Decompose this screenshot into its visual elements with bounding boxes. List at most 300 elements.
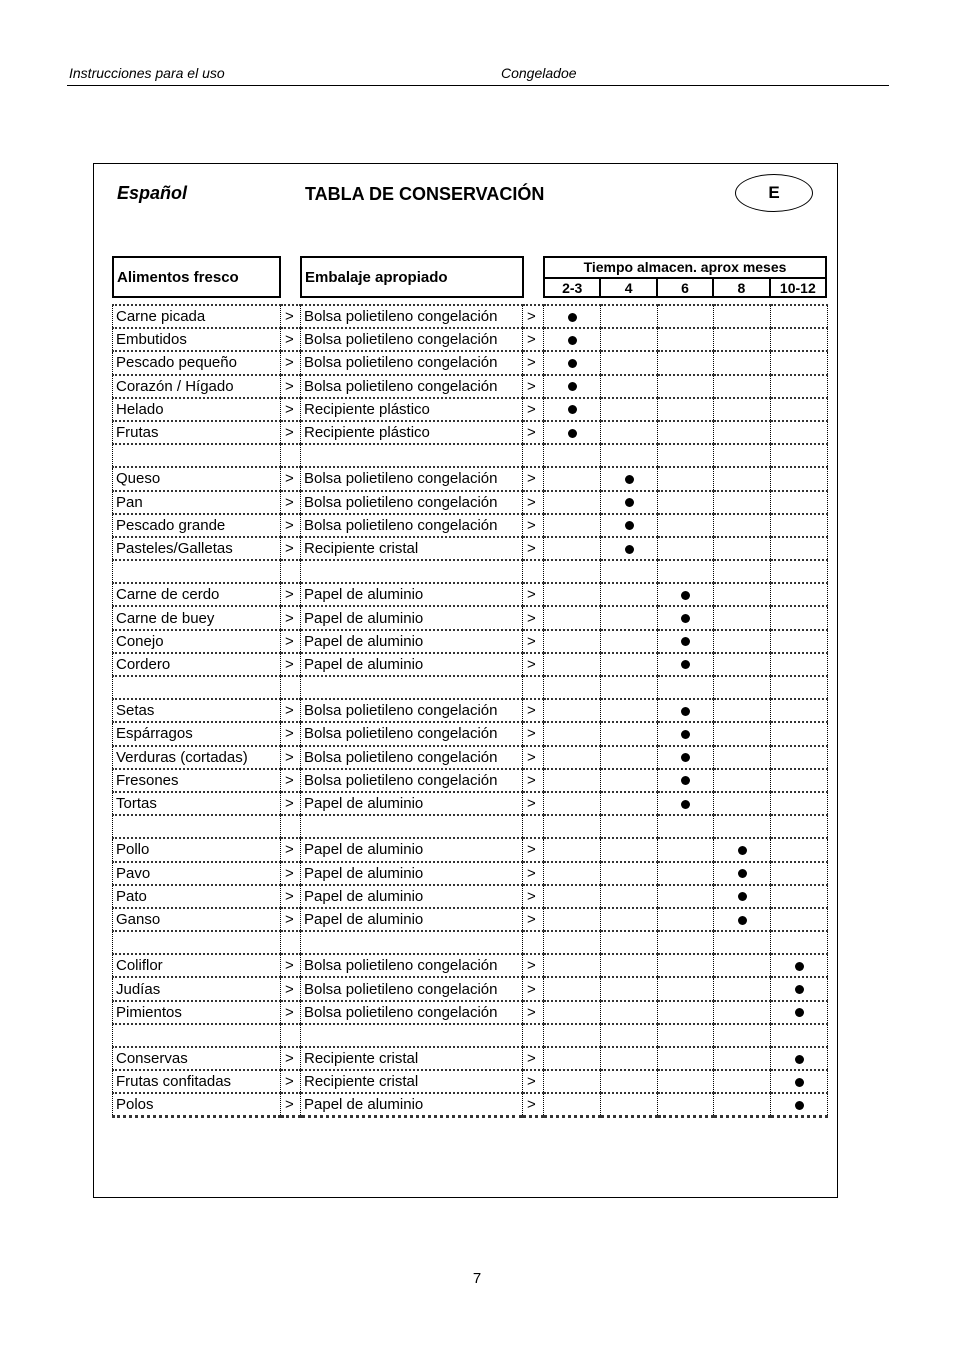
column-header-packaging: Embalaje apropiado: [300, 256, 524, 298]
month-cell: [658, 1047, 714, 1070]
month-cell: [658, 908, 714, 931]
month-cell: [658, 838, 714, 861]
food-cell: Judías: [113, 977, 281, 1000]
month-cell: [601, 583, 658, 606]
month-cell: [771, 328, 828, 351]
month-cell: [544, 375, 601, 398]
month-cell: [658, 1093, 714, 1116]
bullet-dot-icon: [681, 591, 690, 600]
table-row: [113, 606, 828, 629]
arrow-cell: >: [523, 421, 544, 444]
packaging-cell: Bolsa polietileno congelación: [301, 305, 523, 328]
month-cell: [714, 305, 771, 328]
arrow-cell: >: [523, 792, 544, 815]
month-cell: [601, 862, 658, 885]
food-cell: Corazón / Hígado: [113, 375, 281, 398]
bullet-dot-icon: [738, 846, 747, 855]
packaging-cell: Bolsa polietileno congelación: [301, 467, 523, 490]
arrow-cell: >: [281, 398, 301, 421]
month-cell: [658, 931, 714, 954]
month-cell: [771, 537, 828, 560]
month-cell: [771, 305, 828, 328]
arrow-cell: >: [281, 653, 301, 676]
month-cell: [714, 699, 771, 722]
month-cell: [771, 491, 828, 514]
food-cell: Fresones: [113, 769, 281, 792]
month-cell: [714, 583, 771, 606]
arrow-cell: [281, 1024, 301, 1047]
month-cell: [544, 514, 601, 537]
food-cell: Carne de cerdo: [113, 583, 281, 606]
arrow-cell: >: [281, 606, 301, 629]
month-cell: [601, 1024, 658, 1047]
arrow-cell: >: [523, 630, 544, 653]
month-cell: [658, 815, 714, 838]
month-cell: [601, 954, 658, 977]
table-row: [113, 862, 828, 885]
page-title: TABLA DE CONSERVACIÓN: [305, 184, 545, 204]
arrow-cell: >: [281, 351, 301, 374]
arrow-cell: [281, 560, 301, 583]
arrow-cell: >: [281, 1070, 301, 1093]
bullet-dot-icon: [625, 498, 634, 507]
arrow-cell: >: [523, 514, 544, 537]
month-cell: [771, 375, 828, 398]
month-cell: [544, 977, 601, 1000]
month-cell: [771, 838, 828, 861]
bullet-dot-icon: [795, 1008, 804, 1017]
month-cell: [658, 491, 714, 514]
bullet-dot-icon: [568, 429, 577, 438]
month-cell: [544, 769, 601, 792]
month-cell: [658, 722, 714, 745]
month-cell: [658, 537, 714, 560]
month-cell: [544, 351, 601, 374]
arrow-cell: >: [281, 537, 301, 560]
table-row: [113, 792, 828, 815]
bullet-dot-icon: [681, 660, 690, 669]
food-cell: [113, 444, 281, 467]
bullet-dot-icon: [681, 614, 690, 623]
arrow-cell: >: [281, 375, 301, 398]
month-cell: [544, 1047, 601, 1070]
month-cell: [601, 769, 658, 792]
month-cell: [544, 1070, 601, 1093]
month-cell: [601, 1070, 658, 1093]
arrow-cell: >: [523, 467, 544, 490]
column-header-food: Alimentos fresco: [112, 256, 281, 298]
month-col-10-12: 10-12: [769, 279, 825, 298]
month-cell: [714, 1093, 771, 1116]
month-cell: [601, 908, 658, 931]
food-cell: Queso: [113, 467, 281, 490]
month-cell: [601, 351, 658, 374]
food-cell: [113, 560, 281, 583]
month-cell: [714, 398, 771, 421]
packaging-cell: Papel de aluminio: [301, 1093, 523, 1116]
packaging-cell: Papel de aluminio: [301, 606, 523, 629]
food-cell: [113, 931, 281, 954]
month-cell: [601, 606, 658, 629]
month-cell: [658, 560, 714, 583]
month-cell: [601, 560, 658, 583]
month-cell: [544, 1024, 601, 1047]
header-product-name: Congeladoe: [501, 65, 577, 81]
month-cell: [544, 699, 601, 722]
month-cell: [544, 398, 601, 421]
arrow-cell: >: [281, 908, 301, 931]
month-cell: [658, 328, 714, 351]
packaging-cell: Recipiente cristal: [301, 1047, 523, 1070]
column-header-storage-time: [543, 256, 827, 298]
arrow-cell: [523, 815, 544, 838]
packaging-cell: Bolsa polietileno congelación: [301, 699, 523, 722]
month-cell: [601, 467, 658, 490]
month-cell: [658, 676, 714, 699]
month-cell: [658, 1024, 714, 1047]
month-cell: [658, 351, 714, 374]
table-row: [113, 838, 828, 861]
table-row: [113, 398, 828, 421]
packaging-cell: Papel de aluminio: [301, 630, 523, 653]
bullet-dot-icon: [681, 753, 690, 762]
food-cell: Pimientos: [113, 1001, 281, 1024]
bullet-dot-icon: [568, 405, 577, 414]
month-cell: [714, 746, 771, 769]
arrow-cell: >: [523, 351, 544, 374]
month-cell: [771, 862, 828, 885]
table-body: [113, 305, 828, 1117]
table-row: [113, 375, 828, 398]
month-cell: [658, 769, 714, 792]
month-cell: [658, 977, 714, 1000]
arrow-cell: >: [281, 699, 301, 722]
table-spacer-row: [113, 444, 828, 467]
arrow-cell: >: [523, 769, 544, 792]
month-cell: [714, 537, 771, 560]
bullet-dot-icon: [568, 359, 577, 368]
month-cell: [601, 885, 658, 908]
table-row: [113, 491, 828, 514]
arrow-cell: [523, 1024, 544, 1047]
month-cell: [601, 421, 658, 444]
month-cell: [601, 931, 658, 954]
food-cell: [113, 1024, 281, 1047]
month-cell: [658, 954, 714, 977]
packaging-cell: Recipiente plástico: [301, 398, 523, 421]
month-cell: [658, 1070, 714, 1093]
month-cell: [771, 351, 828, 374]
month-cell: [771, 1070, 828, 1093]
arrow-cell: >: [281, 514, 301, 537]
month-cell: [771, 630, 828, 653]
arrow-cell: [523, 560, 544, 583]
month-cell: [771, 421, 828, 444]
page-number: 7: [472, 1270, 482, 1287]
month-columns: [545, 279, 825, 298]
table-row: [113, 630, 828, 653]
bullet-dot-icon: [568, 382, 577, 391]
packaging-cell: Bolsa polietileno congelación: [301, 954, 523, 977]
month-cell: [658, 467, 714, 490]
food-cell: Conejo: [113, 630, 281, 653]
food-cell: Verduras (cortadas): [113, 746, 281, 769]
arrow-cell: >: [523, 746, 544, 769]
header-manual-title: Instrucciones para el uso: [69, 65, 225, 81]
arrow-cell: >: [523, 885, 544, 908]
month-cell: [714, 467, 771, 490]
month-cell: [714, 862, 771, 885]
arrow-cell: [523, 931, 544, 954]
arrow-cell: >: [523, 1047, 544, 1070]
month-cell: [714, 815, 771, 838]
bullet-dot-icon: [681, 776, 690, 785]
packaging-cell: Recipiente plástico: [301, 421, 523, 444]
arrow-cell: >: [523, 1093, 544, 1116]
month-cell: [658, 630, 714, 653]
table-row: [113, 722, 828, 745]
month-cell: [658, 606, 714, 629]
month-col-8: 8: [712, 279, 768, 298]
food-cell: Embutidos: [113, 328, 281, 351]
month-cell: [658, 305, 714, 328]
month-cell: [544, 421, 601, 444]
arrow-cell: >: [523, 375, 544, 398]
bullet-dot-icon: [738, 892, 747, 901]
table-row: [113, 908, 828, 931]
arrow-cell: >: [523, 908, 544, 931]
month-cell: [771, 676, 828, 699]
language-label: Español: [117, 183, 188, 203]
month-cell: [771, 977, 828, 1000]
food-cell: [113, 676, 281, 699]
month-cell: [771, 514, 828, 537]
table-row: [113, 746, 828, 769]
month-cell: [771, 398, 828, 421]
food-cell: Pato: [113, 885, 281, 908]
month-cell: [771, 1024, 828, 1047]
month-cell: [714, 1024, 771, 1047]
month-cell: [771, 653, 828, 676]
bullet-dot-icon: [625, 475, 634, 484]
table-row: [113, 699, 828, 722]
month-cell: [714, 1001, 771, 1024]
table-row: [113, 583, 828, 606]
arrow-cell: [523, 444, 544, 467]
month-cell: [544, 653, 601, 676]
food-cell: Polos: [113, 1093, 281, 1116]
month-cell: [714, 630, 771, 653]
month-cell: [714, 421, 771, 444]
arrow-cell: >: [523, 491, 544, 514]
month-cell: [544, 954, 601, 977]
month-cell: [714, 792, 771, 815]
arrow-cell: >: [281, 977, 301, 1000]
arrow-cell: [281, 676, 301, 699]
month-cell: [771, 699, 828, 722]
month-cell: [601, 722, 658, 745]
month-cell: [714, 653, 771, 676]
packaging-cell: Bolsa polietileno congelación: [301, 328, 523, 351]
arrow-cell: >: [281, 954, 301, 977]
month-cell: [601, 491, 658, 514]
month-cell: [601, 514, 658, 537]
bullet-dot-icon: [795, 985, 804, 994]
month-cell: [714, 931, 771, 954]
month-col-2-3: 2-3: [562, 280, 583, 296]
arrow-cell: [281, 444, 301, 467]
month-cell: [601, 305, 658, 328]
table-row: [113, 467, 828, 490]
month-cell: [601, 375, 658, 398]
arrow-cell: >: [281, 305, 301, 328]
month-cell: [771, 1093, 828, 1116]
month-cell: [601, 398, 658, 421]
table-row: [113, 1001, 828, 1024]
food-cell: Pescado pequeño: [113, 351, 281, 374]
month-cell: [658, 398, 714, 421]
month-cell: [771, 815, 828, 838]
arrow-cell: >: [281, 885, 301, 908]
arrow-cell: >: [281, 792, 301, 815]
arrow-cell: >: [523, 977, 544, 1000]
arrow-cell: >: [281, 491, 301, 514]
month-cell: [658, 444, 714, 467]
bullet-dot-icon: [795, 1101, 804, 1110]
month-cell: [544, 560, 601, 583]
month-cell: [544, 583, 601, 606]
packaging-cell: [301, 1024, 523, 1047]
arrow-cell: >: [281, 862, 301, 885]
food-cell: Espárragos: [113, 722, 281, 745]
table-row: [113, 514, 828, 537]
food-cell: Cordero: [113, 653, 281, 676]
packaging-cell: Bolsa polietileno congelación: [301, 351, 523, 374]
arrow-cell: >: [523, 537, 544, 560]
month-cell: [658, 862, 714, 885]
table-row: [113, 351, 828, 374]
month-cell: [714, 954, 771, 977]
bullet-dot-icon: [681, 800, 690, 809]
month-cell: [714, 908, 771, 931]
month-cell: [601, 977, 658, 1000]
arrow-cell: >: [523, 722, 544, 745]
month-cell: [771, 583, 828, 606]
month-cell: [714, 514, 771, 537]
arrow-cell: >: [281, 838, 301, 861]
arrow-cell: >: [523, 838, 544, 861]
month-col-6: 6: [656, 279, 712, 298]
month-cell: [771, 606, 828, 629]
month-cell: [714, 328, 771, 351]
month-cell: [601, 444, 658, 467]
month-cell: [601, 537, 658, 560]
month-cell: [544, 722, 601, 745]
month-cell: [658, 746, 714, 769]
packaging-cell: Recipiente cristal: [301, 1070, 523, 1093]
conservation-table: [112, 304, 828, 1118]
month-cell: [544, 491, 601, 514]
month-cell: [658, 792, 714, 815]
bullet-dot-icon: [568, 313, 577, 322]
packaging-cell: [301, 560, 523, 583]
month-cell: [544, 467, 601, 490]
arrow-cell: >: [281, 1001, 301, 1024]
month-cell: [658, 375, 714, 398]
food-cell: Tortas: [113, 792, 281, 815]
month-cell: [544, 931, 601, 954]
packaging-cell: Papel de aluminio: [301, 862, 523, 885]
packaging-cell: [301, 676, 523, 699]
bullet-dot-icon: [625, 545, 634, 554]
month-cell: [771, 954, 828, 977]
month-cell: [544, 746, 601, 769]
food-cell: Setas: [113, 699, 281, 722]
arrow-cell: >: [523, 328, 544, 351]
packaging-cell: [301, 815, 523, 838]
table-spacer-row: [113, 1024, 828, 1047]
month-cell: [544, 328, 601, 351]
food-cell: Pan: [113, 491, 281, 514]
month-cell: [601, 699, 658, 722]
month-cell: [601, 792, 658, 815]
bullet-dot-icon: [795, 1055, 804, 1064]
month-cell: [601, 653, 658, 676]
month-cell: [601, 676, 658, 699]
month-cell: [658, 1001, 714, 1024]
month-cell: [771, 1001, 828, 1024]
table-spacer-row: [113, 931, 828, 954]
month-cell: [544, 630, 601, 653]
food-cell: Pasteles/Galletas: [113, 537, 281, 560]
month-cell: [771, 908, 828, 931]
food-cell: Ganso: [113, 908, 281, 931]
month-cell: [771, 769, 828, 792]
table-row: [113, 769, 828, 792]
arrow-cell: >: [281, 722, 301, 745]
month-cell: [771, 467, 828, 490]
month-cell: [544, 676, 601, 699]
month-cell: [771, 885, 828, 908]
table-spacer-row: [113, 676, 828, 699]
table-row: [113, 328, 828, 351]
bullet-dot-icon: [738, 916, 747, 925]
bullet-dot-icon: [681, 637, 690, 646]
packaging-cell: Bolsa polietileno congelación: [301, 1001, 523, 1024]
storage-time-title: Tiempo almacen. aprox meses: [545, 258, 825, 279]
arrow-cell: [523, 676, 544, 699]
table-row: [113, 537, 828, 560]
month-cell: [601, 815, 658, 838]
month-cell: [714, 606, 771, 629]
packaging-cell: [301, 444, 523, 467]
packaging-cell: [301, 931, 523, 954]
month-cell: [658, 653, 714, 676]
month-cell: [601, 328, 658, 351]
month-cell: [544, 537, 601, 560]
food-cell: Frutas confitadas: [113, 1070, 281, 1093]
packaging-cell: Papel de aluminio: [301, 885, 523, 908]
month-cell: [601, 746, 658, 769]
packaging-cell: Bolsa polietileno congelación: [301, 977, 523, 1000]
bullet-dot-icon: [795, 962, 804, 971]
table-row: [113, 305, 828, 328]
month-cell: [714, 769, 771, 792]
food-cell: Carne picada: [113, 305, 281, 328]
table-spacer-row: [113, 560, 828, 583]
month-cell: [601, 630, 658, 653]
month-cell: [714, 444, 771, 467]
